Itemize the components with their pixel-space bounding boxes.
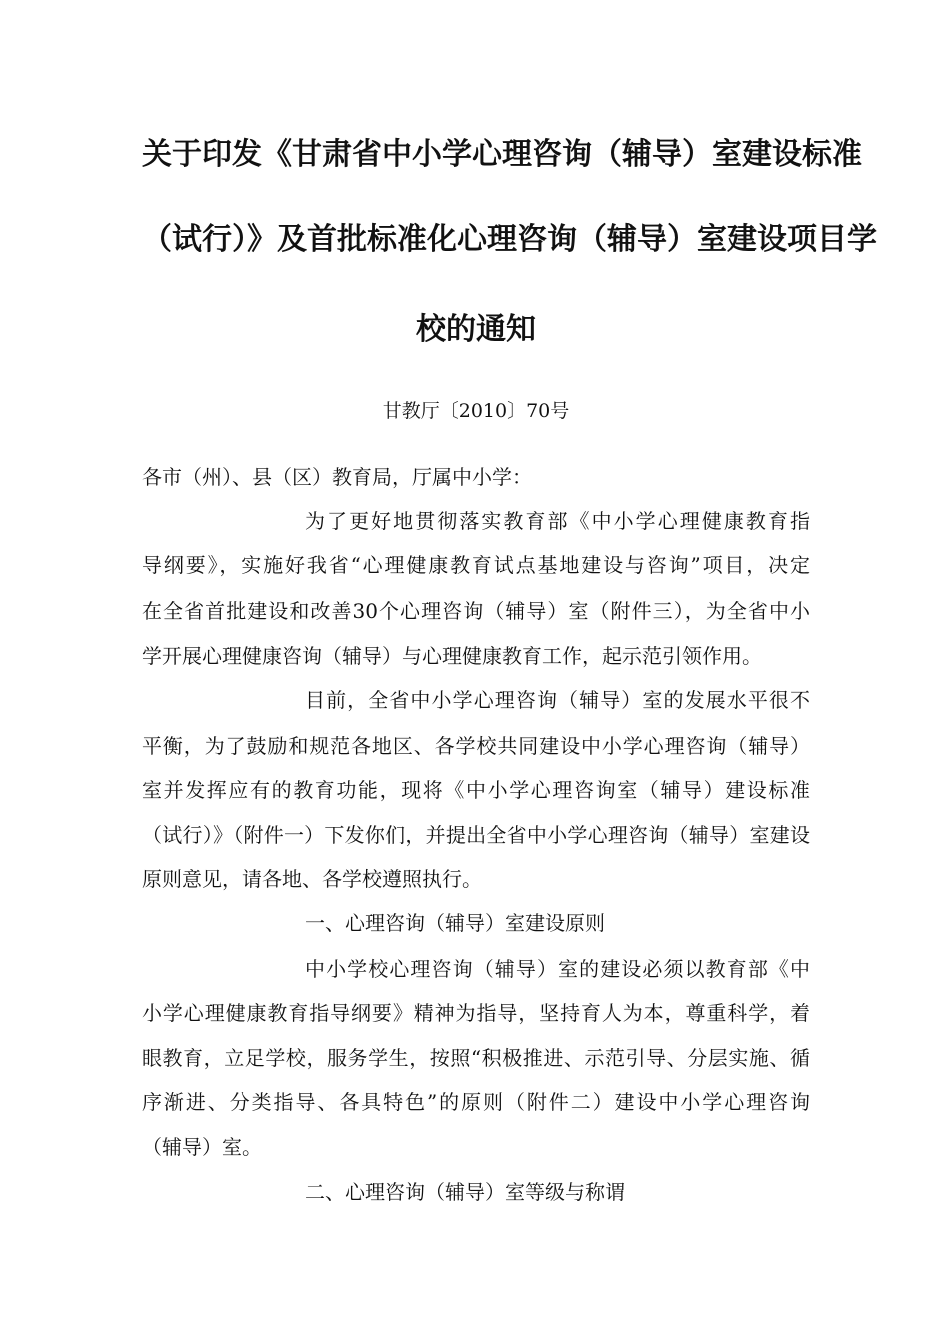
paragraph-2-line-2: 平衡，为了鼓励和规范各地区、各学校共同建设中小学心理咨询（辅导） [142, 734, 810, 758]
paragraph-1-line-1: 为了更好地贯彻落实教育部《中小学心理健康教育指 [305, 509, 810, 533]
document-number: 甘教厅〔2010〕70号 [382, 400, 570, 422]
paragraph-3-line-4: 序渐进、分类指导、各具特色”的原则（附件二）建设中小学心理咨询 [142, 1090, 810, 1114]
paragraph-3-line-2: 小学心理健康教育指导纲要》精神为指导，坚持育人为本，尊重科学，着 [142, 1001, 810, 1025]
paragraph-2-line-5: 原则意见，请各地、各学校遵照执行。 [142, 867, 482, 891]
paragraph-1-line-2: 导纲要》，实施好我省“心理健康教育试点基地建设与咨询”项目，决定 [142, 553, 810, 577]
document-title-line-1: 关于印发《甘肃省中小学心理咨询（辅导）室建设标准 [142, 137, 862, 172]
document-title-line-2: （试行）》及首批标准化心理咨询（辅导）室建设项目学 [142, 222, 877, 257]
paragraph-2-line-3: 室并发挥应有的教育功能，现将《中小学心理咨询室（辅导）建设标准 [142, 778, 810, 802]
paragraph-3-line-5: （辅导）室。 [142, 1135, 262, 1159]
paragraph-1-line-3: 在全省首批建设和改善30个心理咨询（辅导）室（附件三），为全省中小 [142, 599, 810, 623]
paragraph-3-line-3: 眼教育，立足学校，服务学生，按照“积极推进、示范引导、分层实施、循 [142, 1046, 810, 1070]
section-heading-2: 二、心理咨询（辅导）室等级与称谓 [305, 1180, 625, 1204]
paragraph-1-line-4: 学开展心理健康咨询（辅导）与心理健康教育工作，起示范引领作用。 [142, 644, 762, 668]
document-title-line-3: 校的通知 [416, 312, 536, 347]
salutation: 各市（州）、县（区）教育局，厅属中小学： [142, 465, 532, 489]
paragraph-2-line-4: （试行）》（附件一）下发你们，并提出全省中小学心理咨询（辅导）室建设 [142, 823, 810, 847]
section-heading-1: 一、心理咨询（辅导）室建设原则 [305, 911, 605, 935]
paragraph-2-line-1: 目前，全省中小学心理咨询（辅导）室的发展水平很不 [305, 688, 810, 712]
paragraph-3-line-1: 中小学校心理咨询（辅导）室的建设必须以教育部《中 [305, 957, 810, 981]
